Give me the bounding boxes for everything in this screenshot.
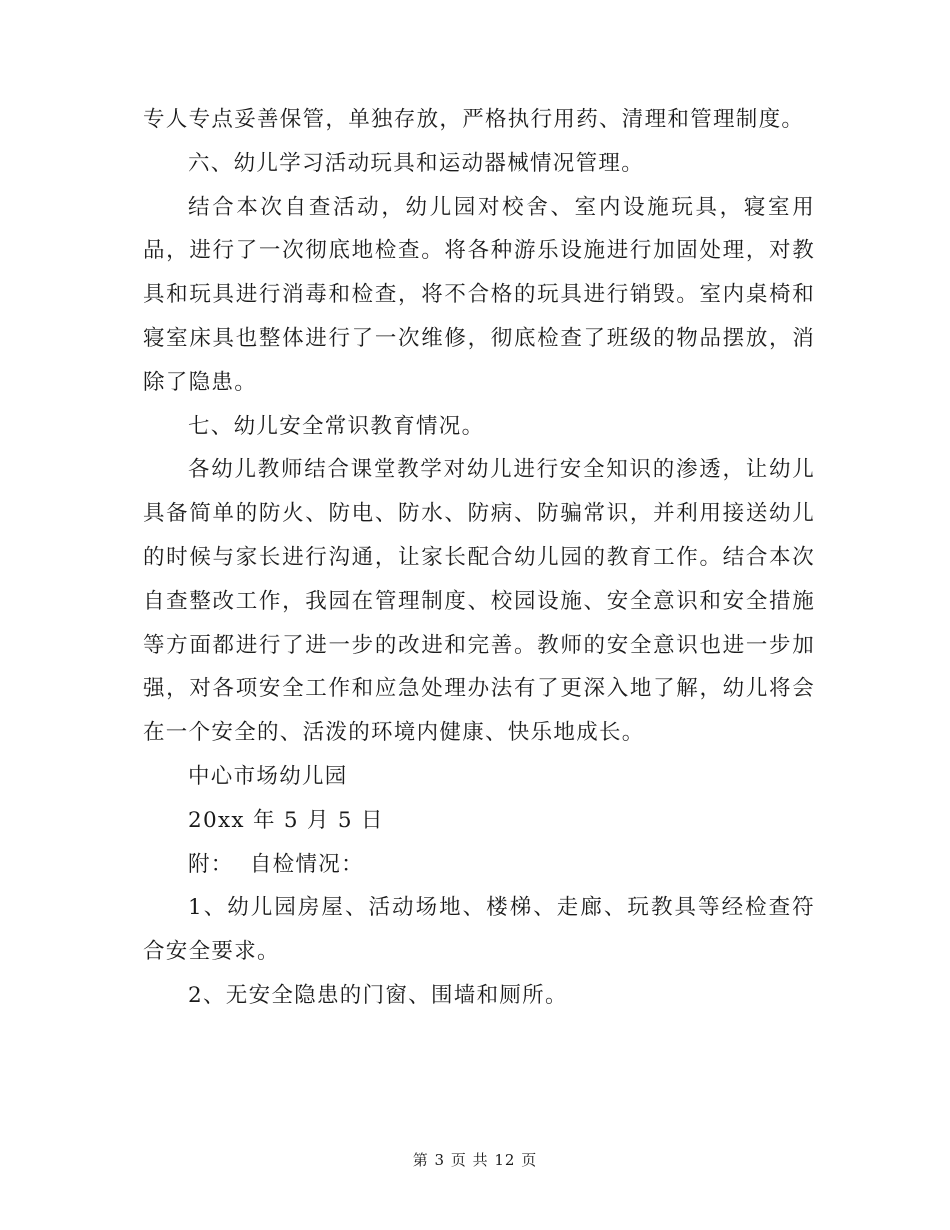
page-number-footer: 第 3 页 共 12 页: [412, 1151, 538, 1169]
signature-organization: 中心市场幼儿园: [188, 763, 348, 789]
section-heading-safety-education: 七、幼儿安全常识教育情况。: [188, 413, 485, 439]
document-body: [143, 98, 815, 1018]
paragraph-storage-rules: 专人专点妥善保管，单独存放，严格执行用药、清理和管理制度。: [143, 107, 805, 132]
appendix-item-1: 1、幼儿园房屋、活动场地、楼梯、走廊、玩教具等经检查符合安全要求。: [143, 895, 815, 965]
appendix-item-2: 2、无安全隐患的门窗、围墙和厕所。: [188, 982, 568, 1008]
signature-date: 20xx 年 5 月 5 日: [188, 807, 384, 833]
section-heading-toys-equipment: 六、幼儿学习活动玩具和运动器械情况管理。: [188, 150, 645, 176]
appendix-heading: 附： 自检情况：: [188, 851, 364, 877]
paragraph-safety-education: 各幼儿教师结合课堂教学对幼儿进行安全知识的渗透，让幼儿具备简单的防火、防电、防水、防病、防骗常识，并利用接送幼儿的时候与家长进行沟通，让家长配合幼儿园的教育工作。结合本次自查整改工作，我园在管理制度、校园设施、安全意识和安全措施等方面都进行了进一步的改进和完善。教师的安全意识也进一步加强，对各项安全工作和应急处理办法有了更深入地了解，幼儿将会在一个安全的、活泼的环境内健康、快乐地成长。: [143, 457, 815, 746]
paragraph-inspection-results: 结合本次自查活动，幼儿园对校舍、室内设施玩具，寝室用品，进行了一次彻底地检查。将各种游乐设施进行加固处理，对教具和玩具进行消毒和检查，将不合格的玩具进行销毁。室内桌椅和寝室床具也整体进行了一次维修，彻底检查了班级的物品摆放，消除了隐患。: [143, 194, 815, 395]
